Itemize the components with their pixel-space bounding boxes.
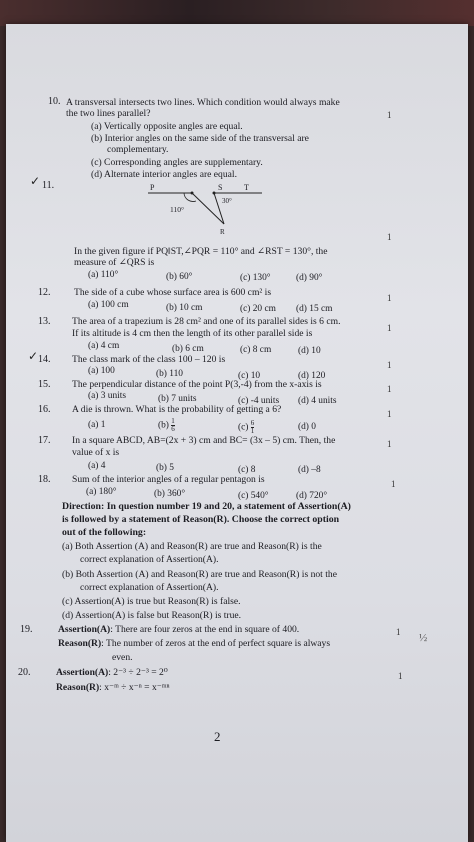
q13-text-line2: If its altitude is 4 cm then the length of its other parallel side is [72,328,313,339]
q15-text: The perpendicular distance of the point P(3,-4) from the x-axis is [72,379,322,390]
q17-option-c: (c) 8 [238,465,256,475]
q11-option-d: (d) 90° [296,273,323,283]
q10-number: 10. [48,96,61,107]
q16-option-c-numerator: 6 [250,419,255,427]
pencil-half-annotation: ½ [419,632,428,644]
q11-option-a: (a) 110° [88,270,119,280]
q16-text: A die is thrown. What is the probability of getting a 6? [72,404,282,415]
q17-mark: 1 [387,439,392,449]
direction-option-c: (c) Assertion(A) is true but Reason(R) is false. [62,596,241,607]
q16-option-c-denominator: 1 [250,427,255,435]
direction-option-a-line2: correct explanation of Assertion(A). [80,554,219,565]
q16-option-c: (c) $\frac{6}{1}$ [238,419,255,435]
q12-mark: 1 [387,293,392,303]
q17-number: 17. [38,435,51,446]
q10-option-b-line2: complementary. [107,144,169,155]
q18-option-a: (a) 180° [86,487,117,497]
q10-text-line1: A transversal intersects two lines. Which condition would always make [66,97,340,108]
q16-option-b-denominator: 6 [171,425,175,433]
q17-text-line2: value of x is [72,447,120,458]
q10-mark: 1 [387,110,392,120]
q15-number: 15. [38,379,51,390]
q19-reason-line2: even. [112,652,133,663]
q18-option-d: (d) 720° [296,491,328,501]
direction-line1: Direction: In question number 19 and 20, a statement of Assertion(A) [62,501,351,512]
q10-option-a: (a) Vertically opposite angles are equal. [91,121,243,132]
q10-option-b-line1: (b) Interior angles on the same side of the transversal are [91,133,309,144]
q11-figure-label-s: S [218,183,223,192]
q18-mark: 1 [391,479,396,489]
q11-figure [134,180,274,230]
q11-figure-label-p: P [150,183,155,192]
check-mark-icon: ✓ [28,349,39,363]
q11-mark: 1 [387,232,392,242]
q14-mark: 1 [387,360,392,370]
q13-number: 13. [38,316,51,327]
q20-number: 20. [18,667,31,678]
q12-option-b: (b) 10 cm [166,303,203,313]
q13-mark: 1 [387,323,392,333]
q19-reason: Reason(R): The number of zeros at the end of perfect square is always [58,638,331,649]
q15-option-b: (b) 7 units [158,394,197,404]
q12-option-c: (c) 20 cm [240,304,276,314]
q18-option-b: (b) 360° [154,489,186,499]
q11-option-b: (b) 60° [166,272,193,282]
q14-number: 14. [38,354,51,365]
q19-mark: 1 [396,627,401,637]
q18-number: 18. [38,474,51,485]
q10-option-c: (c) Corresponding angles are supplementary. [91,157,263,168]
q16-number: 16. [38,404,51,415]
q14-option-d: (d) 120 [298,371,326,381]
q13-text-line1: The area of a trapezium is 28 cm² and one of its parallel sides is 6 cm. [72,316,341,327]
q13-option-d: (d) 10 [298,346,321,356]
q11-figure-label-t: T [244,183,249,192]
q15-option-d: (d) 4 units [298,396,337,406]
q16-option-d: (d) 0 [298,422,316,432]
q13-option-c: (c) 8 cm [240,345,272,355]
q11-text-line1: In the given figure if PQ‖ST,∠PQR = 110° and ∠RST = 130°, the [74,246,328,257]
q14-option-b: (b) 110 [156,369,183,379]
q16-option-a: (a) 1 [88,420,106,430]
q19-number: 19. [20,624,33,635]
q17-option-b: (b) 5 [156,463,174,473]
q17-text-line1: In a square ABCD, AB=(2x + 3) cm and BC= (3x – 5) cm. Then, the [72,435,336,446]
q15-mark: 1 [387,384,392,394]
q11-figure-label-30: 30° [222,197,232,205]
q13-option-a: (a) 4 cm [88,341,120,351]
q15-option-c: (c) -4 units [238,396,280,406]
page-number: 2 [214,729,221,744]
direction-option-d: (d) Assertion(A) is false but Reason(R) is true. [62,610,242,621]
q20-reason: Reason(R): x⁻ᵐ ÷ x⁻ⁿ = x⁻ᵐⁿ [56,682,170,693]
q10-text-line2: the two lines parallel? [66,108,151,119]
q19-assertion: Assertion(A): There are four zeros at the end in square of 400. [58,624,300,635]
q16-option-b-numerator: 1 [171,417,175,425]
exam-page [6,24,468,842]
q11-option-c: (c) 130° [240,273,271,283]
check-mark-icon: ✓ [30,174,41,188]
direction-option-b-line2: correct explanation of Assertion(A). [80,582,219,593]
q12-number: 12. [38,287,51,298]
q12-text: The side of a cube whose surface area is 600 cm² is [74,287,272,298]
q16-mark: 1 [387,409,392,419]
q18-option-c: (c) 540° [238,491,269,501]
direction-line2: is followed by a statement of Reason(R). Choose the correct option [62,514,340,525]
q11-figure-label-110: 110° [170,205,184,214]
q11-text-line2: measure of ∠QRS is [74,257,155,268]
q14-option-a: (a) 100 [88,366,115,376]
q13-option-b: (b) 6 cm [172,344,204,354]
q20-mark: 1 [398,671,403,681]
q10-option-d: (d) Alternate interior angles are equal. [91,169,237,180]
q11-number: 11. [42,180,55,191]
direction-line3: out of the following: [62,527,147,538]
q15-option-a: (a) 3 units [88,391,127,401]
q16-option-b: (b) $\frac{1}{6}$ [158,417,175,433]
q11-figure-label-r: R [220,228,225,236]
q20-assertion: Assertion(A): 2⁻³ ÷ 2⁻³ = 2⁰ [56,667,168,678]
q14-text: The class mark of the class 100 – 120 is [72,354,226,365]
background-top [0,0,474,26]
q18-text: Sum of the interior angles of a regular pentagon is [72,474,265,485]
direction-option-b-line1: (b) Both Assertion (A) and Reason(R) are true and Reason(R) is not the [62,569,337,580]
direction-option-a-line1: (a) Both Assertion (A) and Reason(R) are true and Reason(R) is the [62,541,322,552]
q17-option-d: (d) –8 [298,465,321,475]
q12-option-a: (a) 100 cm [88,300,129,310]
q14-option-c: (c) 10 [238,371,261,381]
q17-option-a: (a) 4 [88,461,106,471]
q12-option-d: (d) 15 cm [296,304,333,314]
